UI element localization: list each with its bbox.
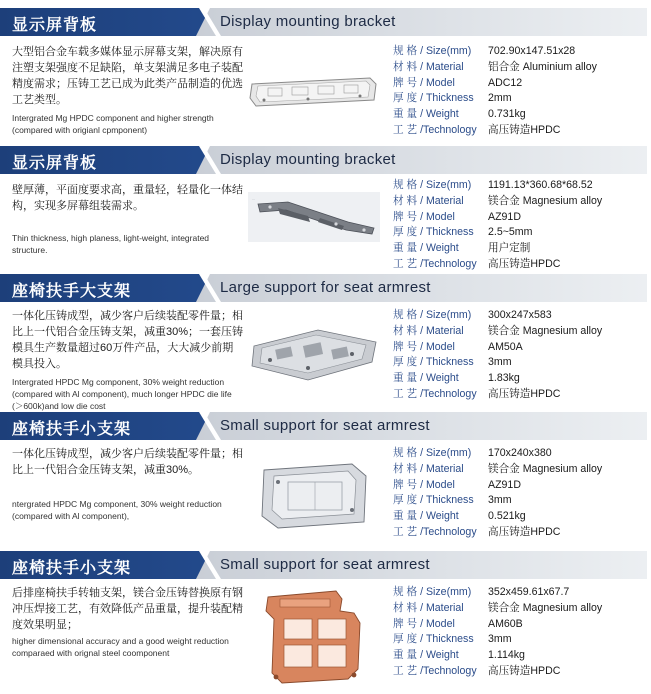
spec-table — [393, 585, 645, 680]
spec-row-technology — [393, 123, 645, 139]
spec-value: 3mm — [488, 633, 512, 646]
spec-label: 工 艺 /Technology — [393, 123, 477, 136]
product-description — [12, 446, 244, 522]
spec-row-thickness — [393, 355, 645, 371]
description-cn: 一体化压铸成型，减少客户后续装配零件量；相比上一代铝合金压铸支架，减重30%。 — [12, 448, 243, 476]
spec-value: 高压铸造HPDC — [488, 257, 561, 270]
spec-row-technology — [393, 525, 645, 541]
product-image-small-armrest-support — [256, 460, 388, 532]
spec-value: 镁合金 Magnesium alloy — [488, 194, 603, 207]
spec-table — [393, 178, 645, 273]
product-section-2 — [0, 146, 651, 270]
spec-label: 材 料 / Material — [393, 462, 464, 475]
spec-label: 规 格 / Size(mm) — [393, 447, 472, 459]
spec-label: 工 艺 /Technology — [393, 525, 477, 538]
description-cn: 后排座椅扶手转轴支架，镁合金压铸替换原有钢冲压焊接工艺，有效降低产品重量，提升装配精度效果明显； — [12, 587, 243, 631]
spec-label: 重 量 / Weight — [393, 108, 459, 121]
spec-label: 工 艺 /Technology — [393, 257, 477, 270]
section-title-cn: 座椅扶手大支架 — [12, 283, 132, 300]
description-en: Thin thickness, high planess, light-weight, integrated structure. — [12, 233, 210, 255]
spec-row-weight — [393, 107, 645, 123]
spec-value: 用户定制 — [488, 242, 531, 255]
product-description — [12, 308, 244, 412]
product-description — [12, 585, 244, 659]
spec-value: 0.521kg — [488, 510, 526, 523]
spec-value: 1191.13*360.68*68.52 — [488, 179, 593, 191]
spec-row-material — [393, 60, 645, 76]
spec-row-size — [393, 308, 645, 324]
section-banner — [0, 274, 651, 302]
svg-text:...: ... — [252, 196, 256, 201]
product-description — [12, 182, 244, 256]
spec-value: 300x247x583 — [488, 309, 552, 321]
spec-label: 材 料 / Material — [393, 60, 464, 73]
spec-row-weight — [393, 371, 645, 387]
spec-label: 厚 度 / Thickness — [393, 226, 474, 239]
spec-value: 702.90x147.51x28 — [488, 45, 576, 57]
spec-row-weight — [393, 648, 645, 664]
product-image-large-armrest-support — [248, 326, 380, 384]
spec-row-thickness — [393, 91, 645, 107]
spec-table — [393, 308, 645, 403]
description-en: Intergrated Mg HPDC component and higher strength (compared with origianl cpmponent) — [12, 113, 214, 135]
description-cn: 壁厚薄，平面度要求高，重量轻，轻量化一体结构，实现多屏幕组装需求。 — [12, 184, 243, 212]
section-title-cn: 座椅扶手小支架 — [12, 560, 132, 577]
spec-value: 2.5~5mm — [488, 226, 533, 239]
section-banner — [0, 146, 651, 174]
section-title-en: Display mounting bracket — [220, 13, 396, 30]
product-description — [12, 44, 244, 136]
spec-label: 工 艺 /Technology — [393, 387, 477, 400]
spec-row-model — [393, 478, 645, 494]
spec-row-weight — [393, 509, 645, 525]
spec-label: 牌 号 / Model — [393, 210, 455, 223]
spec-label: 规 格 / Size(mm) — [393, 586, 472, 598]
spec-value: 2mm — [488, 92, 512, 105]
spec-label: 重 量 / Weight — [393, 242, 459, 255]
spec-value: 352x459.61x67.7 — [488, 586, 570, 598]
spec-value: AZ91D — [488, 210, 521, 223]
spec-value: 3mm — [488, 494, 512, 507]
spec-row-model — [393, 340, 645, 356]
description-cn: 一体化压铸成型，减少客户后续装配零件量；相比上一代铝合金压铸支架，减重30%；一套压铸模具生产数量超过60万件产品，大大减少前期模具投入。 — [12, 310, 244, 370]
spec-label: 牌 号 / Model — [393, 478, 455, 491]
spec-value: ADC12 — [488, 76, 523, 89]
product-section-3 — [0, 274, 651, 411]
spec-label: 重 量 / Weight — [393, 510, 459, 523]
spec-row-size — [393, 446, 645, 462]
spec-row-thickness — [393, 632, 645, 648]
spec-label: 材 料 / Material — [393, 601, 464, 614]
spec-value: 170x240x380 — [488, 447, 552, 459]
spec-row-technology — [393, 257, 645, 273]
spec-row-technology — [393, 664, 645, 680]
spec-row-thickness — [393, 225, 645, 241]
spec-value: 3mm — [488, 356, 512, 369]
spec-label: 重 量 / Weight — [393, 649, 459, 662]
product-section-1 — [0, 8, 651, 136]
spec-row-material — [393, 194, 645, 210]
section-title-en: Small support for seat armrest — [220, 417, 430, 434]
spec-label: 厚 度 / Thickness — [393, 92, 474, 105]
spec-row-material — [393, 324, 645, 340]
spec-value: 0.731kg — [488, 108, 526, 121]
description-cn: 大型铝合金车载多媒体显示屏幕支架，解决原有注塑支架强度不足缺陷，单支架满足多电子装配精度需求；压铸工艺已成为此类产品制造的优选工艺类型。 — [12, 46, 243, 106]
spec-value: AZ91D — [488, 478, 521, 491]
spec-row-model — [393, 617, 645, 633]
spec-label: 牌 号 / Model — [393, 617, 455, 630]
section-title-en: Small support for seat armrest — [220, 556, 430, 573]
section-title-cn: 显示屏背板 — [12, 17, 98, 34]
description-en: ntergrated HPDC Mg component, 30% weight reduction (compared with Al component), — [12, 499, 222, 521]
spec-value: 高压铸造HPDC — [488, 664, 561, 677]
spec-row-model — [393, 210, 645, 226]
spec-value: 高压铸造HPDC — [488, 387, 561, 400]
spec-label: 厚 度 / Thickness — [393, 356, 474, 369]
product-section-5 — [0, 551, 651, 677]
product-image-display-bracket-aluminium — [248, 70, 380, 114]
spec-row-model — [393, 76, 645, 92]
product-image-display-bracket-magnesium — [248, 192, 380, 242]
spec-label: 规 格 / Size(mm) — [393, 309, 472, 321]
spec-label: 材 料 / Material — [393, 324, 464, 337]
spec-value: 1.114kg — [488, 649, 525, 662]
spec-value: 高压铸造HPDC — [488, 123, 561, 136]
description-en: higher dimensional accuracy and a good weight reduction comparaed with orignal steel coomponent — [12, 636, 229, 658]
spec-row-material — [393, 601, 645, 617]
spec-value: 高压铸造HPDC — [488, 525, 561, 538]
spec-label: 工 艺 /Technology — [393, 664, 477, 677]
spec-value: 镁合金 Magnesium alloy — [488, 601, 603, 614]
spec-label: 牌 号 / Model — [393, 76, 455, 89]
spec-label: 材 料 / Material — [393, 194, 464, 207]
spec-label: 重 量 / Weight — [393, 372, 459, 385]
section-title-cn: 座椅扶手小支架 — [12, 421, 132, 438]
section-banner — [0, 412, 651, 440]
spec-label: 厚 度 / Thickness — [393, 494, 474, 507]
section-title-en: Display mounting bracket — [220, 151, 396, 168]
spec-label: 规 格 / Size(mm) — [393, 179, 472, 191]
spec-row-technology — [393, 387, 645, 403]
spec-row-size — [393, 585, 645, 601]
description-en: Intergrated HPDC Mg component, 30% weight reduction (compared with Al component), much longer HPDC die life (＞600k)and low die cost — [12, 377, 232, 411]
product-section-4 — [0, 412, 651, 538]
spec-value: 镁合金 Magnesium alloy — [488, 462, 603, 475]
spec-value: AM60B — [488, 617, 523, 630]
spec-table — [393, 44, 645, 139]
spec-value: 镁合金 Magnesium alloy — [488, 324, 603, 337]
spec-label: 牌 号 / Model — [393, 340, 455, 353]
spec-value: 1.83kg — [488, 372, 520, 385]
spec-row-weight — [393, 241, 645, 257]
spec-row-material — [393, 462, 645, 478]
product-image-rear-armrest-pivot-bracket — [258, 589, 390, 685]
section-title-en: Large support for seat armrest — [220, 279, 431, 296]
spec-label: 规 格 / Size(mm) — [393, 45, 472, 57]
section-banner — [0, 8, 651, 36]
spec-row-size — [393, 44, 645, 60]
spec-row-thickness — [393, 493, 645, 509]
spec-label: 厚 度 / Thickness — [393, 633, 474, 646]
spec-value: AM50A — [488, 340, 523, 353]
section-banner — [0, 551, 651, 579]
section-title-cn: 显示屏背板 — [12, 155, 98, 172]
spec-value: 铝合金 Aluminium alloy — [488, 60, 597, 73]
spec-row-size — [393, 178, 645, 194]
spec-table — [393, 446, 645, 541]
